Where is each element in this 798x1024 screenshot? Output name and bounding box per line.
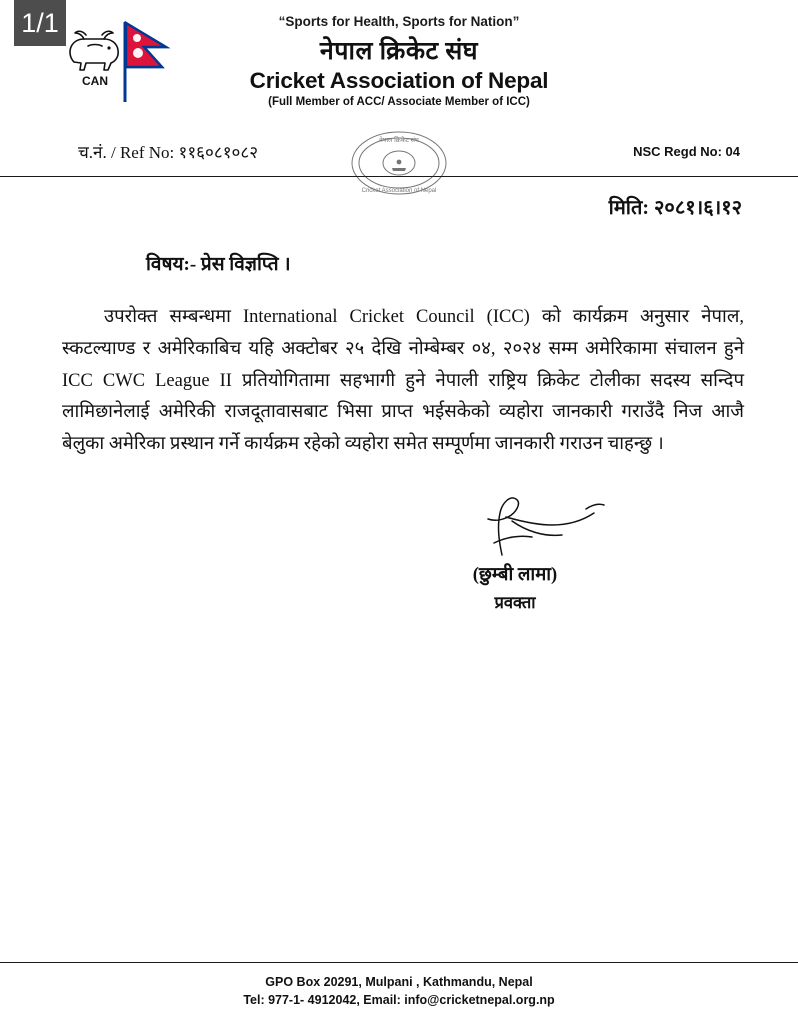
official-stamp-icon — [347, 126, 451, 200]
date-value: २०८१।६।१२ — [654, 197, 742, 219]
subject-label: विषय:- — [146, 254, 197, 275]
subject-line — [0, 250, 798, 276]
footer-address: GPO Box 20291, Mulpani , Kathmandu, Nepal — [265, 974, 533, 989]
letterhead — [0, 0, 798, 126]
stamp-bottom-text: Cricket Association of Nepal — [361, 188, 437, 194]
letter-footer — [0, 962, 798, 1024]
footer-contact: Tel: 977-1- 4912042, Email: info@cricketnepal.org.np — [243, 993, 555, 1008]
body-paragraph: उपरोक्त सम्बन्धमा International Cricket Council (ICC) को कार्यक्रम अनुसार नेपाल, स्कटल्याण्ड र अमेरिकाबिच यहि अक्टोबर २५ देखि नोम्बेम्बर ०४, २०२४ सम्म अमेरिकामा संचालन हुने ICC CWC League II प्रतियोगितामा सहभागी हुने नेपाली राष्ट्रिय क्रिकेट टोलीका सदस्य सन्दिप लामिछानेलाई अमेरिकी राजदूतावासबाट भिसा प्राप्त भईसकेको व्यहोरा जानकारी गराउँदै निज आजै बेलुका अमेरिका प्रस्थान गर्ने कार्यक्रम रहेको व्यहोरा समेत सम्पूर्णमा जानकारी गराउन चाहन्छु । — [62, 307, 744, 455]
reference-number — [78, 140, 258, 163]
page-indicator-label: 1/1 — [21, 7, 59, 38]
letter-body — [0, 302, 798, 461]
signatory-name: (छुम्बी लामा) — [472, 565, 558, 586]
reference-label: च.नं. / Ref No: — [78, 143, 175, 162]
reference-row — [0, 137, 798, 194]
can-abbreviation-label: CAN — [82, 74, 108, 88]
handwritten-signature-icon — [466, 491, 616, 563]
footer-divider — [0, 962, 798, 963]
can-emblem — [58, 24, 132, 98]
org-name-english: Cricket Association of Nepal — [249, 68, 549, 93]
signatory-designation: प्रवक्ता — [494, 593, 536, 613]
subject-value: प्रेस विज्ञप्ति । — [200, 254, 291, 275]
membership-line: (Full Member of ACC/ Associate Member of ICC) — [268, 96, 530, 108]
page-indicator-badge — [14, 0, 66, 46]
date-label: मिति: — [608, 197, 650, 219]
reference-value: ११६०८१०८२ — [178, 143, 259, 162]
stamp-top-text: नेपाल क्रिकेट संघ — [379, 137, 419, 144]
footer-spacer — [0, 1010, 798, 1024]
organization-logo — [50, 18, 180, 104]
slogan-text: “Sports for Health, Sports for Nation” — [278, 14, 520, 29]
nepal-flag-icon — [122, 20, 178, 104]
org-name-devanagari: नेपाल क्रिकेट संघ — [319, 38, 479, 65]
bull-icon — [64, 28, 126, 74]
nsc-registration-number: NSC Regd No: 04 — [633, 144, 740, 159]
signature-block — [0, 491, 798, 613]
